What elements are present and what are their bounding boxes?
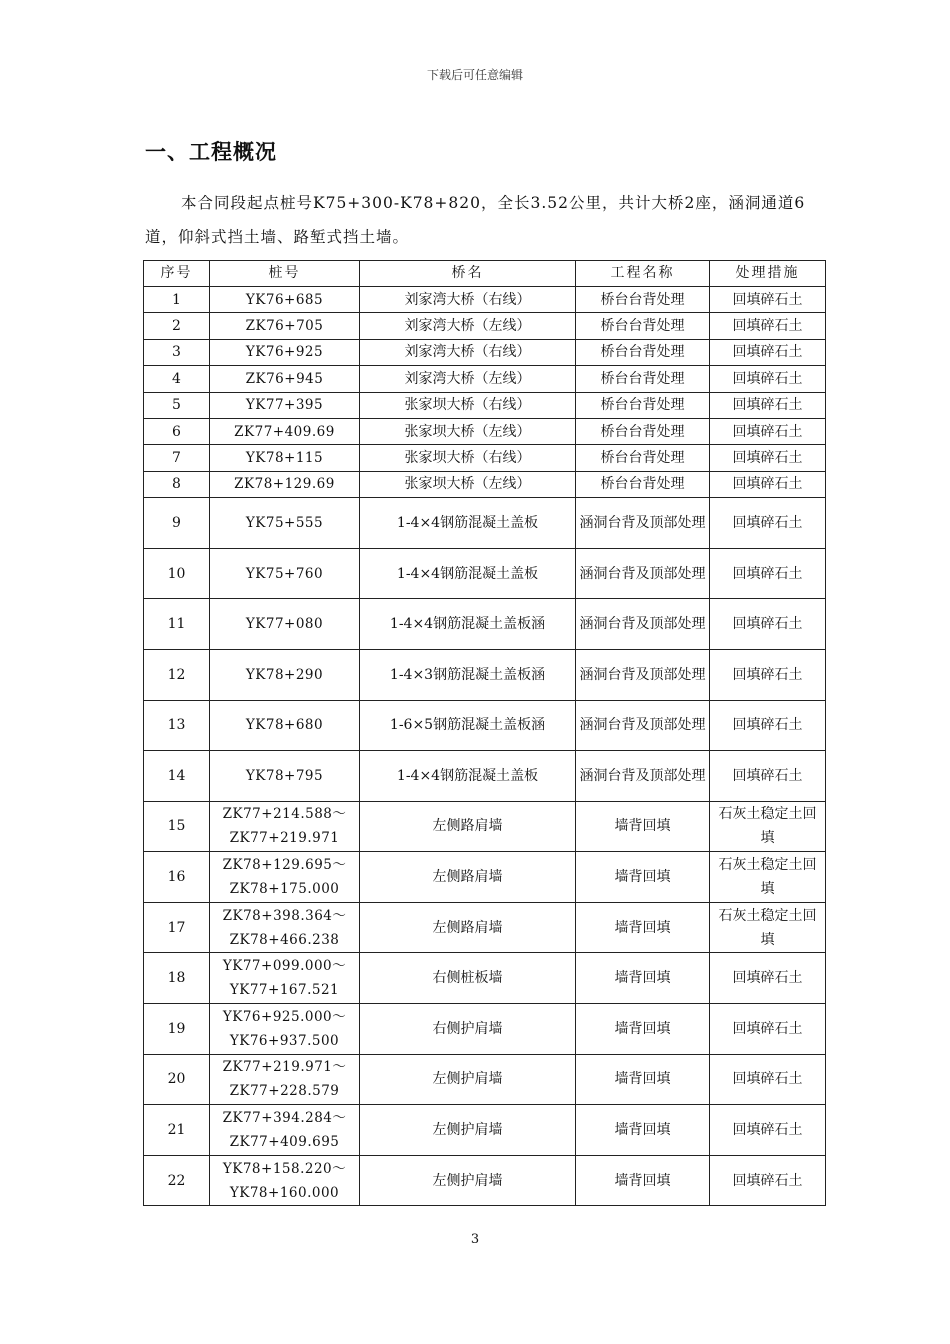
- cell-work: 墙背回填: [576, 852, 710, 903]
- cell-measure: 石灰土稳定土回填: [710, 801, 826, 852]
- table-row: [144, 649, 826, 700]
- cell-work: 桥台台背处理: [576, 445, 710, 471]
- cell-station: YK78+290: [210, 649, 360, 700]
- cell-no: 1: [144, 287, 210, 313]
- cell-station: ZK76+945: [210, 366, 360, 392]
- cell-measure: 石灰土稳定土回填: [710, 902, 826, 953]
- cell-measure: 回填碎石土: [710, 392, 826, 418]
- cell-measure: 石灰土稳定土回填: [710, 852, 826, 903]
- cell-station: ZK78+398.364～ZK78+466.238: [210, 902, 360, 953]
- cell-no: 14: [144, 751, 210, 802]
- cell-station: YK78+795: [210, 751, 360, 802]
- table-row: [144, 418, 826, 444]
- table-row: [144, 1054, 826, 1105]
- cell-name: 张家坝大桥（左线）: [360, 418, 576, 444]
- cell-work: 桥台台背处理: [576, 471, 710, 497]
- cell-work: 墙背回填: [576, 953, 710, 1004]
- cell-name: 张家坝大桥（右线）: [360, 445, 576, 471]
- cell-station: ZK76+705: [210, 313, 360, 339]
- cell-name: 1-4×4钢筋混凝土盖板: [360, 548, 576, 599]
- cell-station: ZK77+214.588～ZK77+219.971: [210, 801, 360, 852]
- cell-no: 19: [144, 1004, 210, 1055]
- cell-no: 15: [144, 801, 210, 852]
- cell-no: 17: [144, 902, 210, 953]
- table-row: [144, 548, 826, 599]
- cell-measure: 回填碎石土: [710, 1004, 826, 1055]
- cell-station: ZK77+394.284～ZK77+409.695: [210, 1105, 360, 1156]
- cell-work: 涵洞台背及顶部处理: [576, 548, 710, 599]
- cell-no: 3: [144, 339, 210, 365]
- table-row: [144, 1105, 826, 1156]
- cell-station: ZK77+219.971～ZK77+228.579: [210, 1054, 360, 1105]
- cell-no: 5: [144, 392, 210, 418]
- cell-name: 左侧护肩墙: [360, 1054, 576, 1105]
- cell-station: YK78+158.220～YK78+160.000: [210, 1155, 360, 1206]
- cell-work: 墙背回填: [576, 1054, 710, 1105]
- cell-measure: 回填碎石土: [710, 700, 826, 751]
- cell-work: 桥台台背处理: [576, 313, 710, 339]
- cell-no: 18: [144, 953, 210, 1004]
- cell-measure: 回填碎石土: [710, 445, 826, 471]
- header-note: 下载后可任意编辑: [426, 68, 523, 82]
- cell-no: 7: [144, 445, 210, 471]
- cell-work: 桥台台背处理: [576, 418, 710, 444]
- cell-no: 16: [144, 852, 210, 903]
- cell-work: 墙背回填: [576, 902, 710, 953]
- page-number: 3: [470, 1232, 480, 1247]
- cell-name: 右侧桩板墙: [360, 953, 576, 1004]
- table-row: [144, 801, 826, 852]
- table-body: [144, 287, 826, 1206]
- cell-station: YK77+080: [210, 599, 360, 650]
- table-row: [144, 313, 826, 339]
- cell-measure: 回填碎石土: [710, 599, 826, 650]
- header-bridge-name: 桥名: [360, 261, 576, 287]
- cell-name: 1-4×4钢筋混凝土盖板: [360, 498, 576, 549]
- cell-station: YK77+099.000～YK77+167.521: [210, 953, 360, 1004]
- cell-name: 左侧路肩墙: [360, 852, 576, 903]
- cell-name: 刘家湾大桥（左线）: [360, 313, 576, 339]
- cell-measure: 回填碎石土: [710, 313, 826, 339]
- cell-name: 1-4×3钢筋混凝土盖板涵: [360, 649, 576, 700]
- cell-measure: 回填碎石土: [710, 1054, 826, 1105]
- cell-work: 墙背回填: [576, 1155, 710, 1206]
- cell-name: 左侧护肩墙: [360, 1155, 576, 1206]
- cell-no: 6: [144, 418, 210, 444]
- cell-no: 11: [144, 599, 210, 650]
- table-row: [144, 751, 826, 802]
- cell-name: 刘家湾大桥（左线）: [360, 366, 576, 392]
- cell-no: 12: [144, 649, 210, 700]
- cell-station: ZK78+129.69: [210, 471, 360, 497]
- table-row: [144, 599, 826, 650]
- cell-measure: 回填碎石土: [710, 1155, 826, 1206]
- cell-station: ZK77+409.69: [210, 418, 360, 444]
- cell-name: 刘家湾大桥（右线）: [360, 287, 576, 313]
- cell-name: 左侧护肩墙: [360, 1105, 576, 1156]
- table-row: [144, 852, 826, 903]
- cell-station: YK78+115: [210, 445, 360, 471]
- table-row: [144, 287, 826, 313]
- cell-no: 2: [144, 313, 210, 339]
- cell-work: 墙背回填: [576, 1004, 710, 1055]
- header-measure: 处理措施: [710, 261, 826, 287]
- cell-work: 桥台台背处理: [576, 366, 710, 392]
- cell-name: 张家坝大桥（左线）: [360, 471, 576, 497]
- cell-name: 刘家湾大桥（右线）: [360, 339, 576, 365]
- cell-station: YK77+395: [210, 392, 360, 418]
- cell-measure: 回填碎石土: [710, 471, 826, 497]
- table-row: [144, 471, 826, 497]
- cell-no: 13: [144, 700, 210, 751]
- header-station: 桩号: [210, 261, 360, 287]
- cell-name: 张家坝大桥（右线）: [360, 392, 576, 418]
- cell-work: 桥台台背处理: [576, 339, 710, 365]
- cell-work: 涵洞台背及顶部处理: [576, 649, 710, 700]
- cell-measure: 回填碎石土: [710, 287, 826, 313]
- table-row: [144, 339, 826, 365]
- table-row: [144, 700, 826, 751]
- table-row: [144, 392, 826, 418]
- cell-measure: 回填碎石土: [710, 418, 826, 444]
- cell-work: 涵洞台背及顶部处理: [576, 700, 710, 751]
- cell-no: 8: [144, 471, 210, 497]
- cell-measure: 回填碎石土: [710, 649, 826, 700]
- cell-work: 墙背回填: [576, 1105, 710, 1156]
- table-row: [144, 953, 826, 1004]
- cell-measure: 回填碎石土: [710, 751, 826, 802]
- cell-work: 桥台台背处理: [576, 287, 710, 313]
- header-no: 序号: [144, 261, 210, 287]
- cell-name: 左侧路肩墙: [360, 902, 576, 953]
- cell-no: 4: [144, 366, 210, 392]
- cell-work: 涵洞台背及顶部处理: [576, 751, 710, 802]
- cell-no: 9: [144, 498, 210, 549]
- cell-measure: 回填碎石土: [710, 1105, 826, 1156]
- cell-measure: 回填碎石土: [710, 548, 826, 599]
- cell-no: 21: [144, 1105, 210, 1156]
- table-header-row: [144, 261, 826, 287]
- cell-station: YK75+760: [210, 548, 360, 599]
- cell-name: 1-6×5钢筋混凝土盖板涵: [360, 700, 576, 751]
- cell-station: YK76+925: [210, 339, 360, 365]
- table-row: [144, 445, 826, 471]
- intro-paragraph: 本合同段起点桩号K75+300-K78+820，全长3.52公里，共计大桥2座，涵洞通道6道，仰斜式挡土墙、路堑式挡土墙。: [145, 194, 806, 246]
- cell-measure: 回填碎石土: [710, 953, 826, 1004]
- cell-work: 涵洞台背及顶部处理: [576, 599, 710, 650]
- table-row: [144, 902, 826, 953]
- cell-no: 10: [144, 548, 210, 599]
- section-title: 一、工程概况: [145, 140, 277, 164]
- table-row: [144, 1004, 826, 1055]
- cell-station: YK76+685: [210, 287, 360, 313]
- project-table: [143, 260, 826, 1206]
- cell-work: 墙背回填: [576, 801, 710, 852]
- header-work-name: 工程名称: [576, 261, 710, 287]
- cell-work: 桥台台背处理: [576, 392, 710, 418]
- cell-station: ZK78+129.695～ZK78+175.000: [210, 852, 360, 903]
- cell-name: 1-4×4钢筋混凝土盖板: [360, 751, 576, 802]
- cell-name: 1-4×4钢筋混凝土盖板涵: [360, 599, 576, 650]
- cell-station: YK76+925.000～YK76+937.500: [210, 1004, 360, 1055]
- cell-station: YK78+680: [210, 700, 360, 751]
- cell-name: 右侧护肩墙: [360, 1004, 576, 1055]
- table-row: [144, 498, 826, 549]
- cell-work: 涵洞台背及顶部处理: [576, 498, 710, 549]
- table-row: [144, 1155, 826, 1206]
- cell-station: YK75+555: [210, 498, 360, 549]
- cell-no: 22: [144, 1155, 210, 1206]
- cell-name: 左侧路肩墙: [360, 801, 576, 852]
- cell-no: 20: [144, 1054, 210, 1105]
- cell-measure: 回填碎石土: [710, 366, 826, 392]
- table-row: [144, 366, 826, 392]
- cell-measure: 回填碎石土: [710, 339, 826, 365]
- cell-measure: 回填碎石土: [710, 498, 826, 549]
